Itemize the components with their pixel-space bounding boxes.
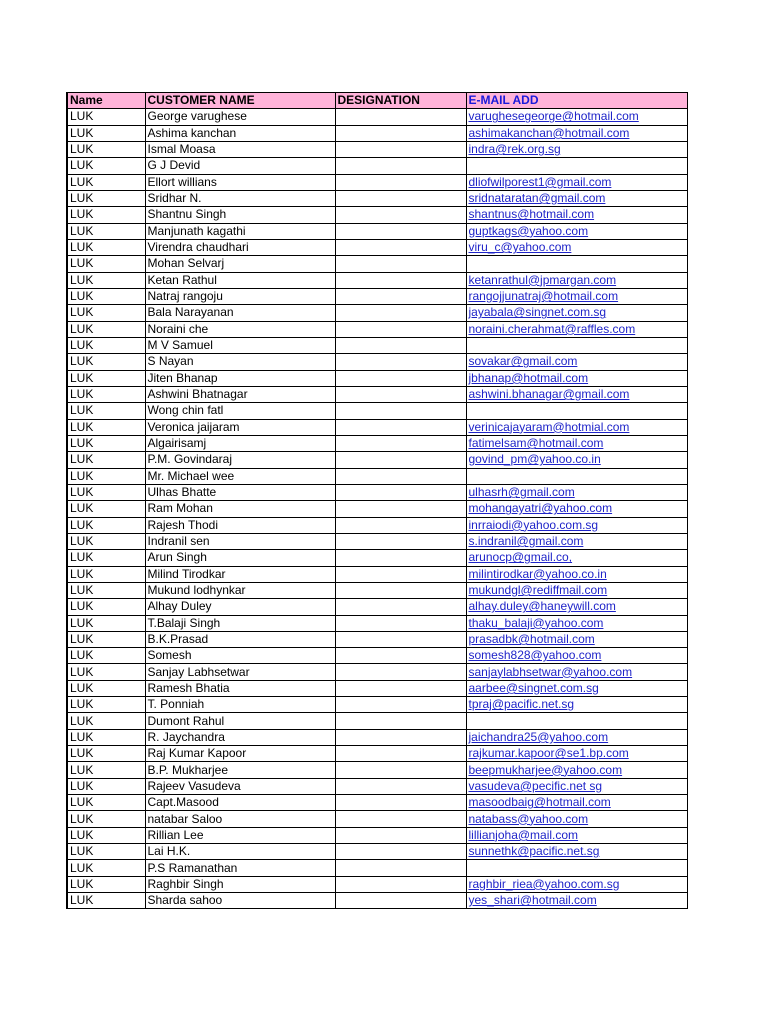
cell-customer-name: Indranil sen	[145, 533, 335, 549]
table-row	[67, 125, 687, 141]
cell-customer-name: Virendra chaudhari	[145, 239, 335, 255]
table-row	[67, 729, 687, 745]
cell-designation	[335, 762, 466, 778]
cell-email[interactable]: ulhasrh@gmail.com	[466, 484, 687, 500]
cell-email[interactable]: yes_shari@hotmail.com	[466, 893, 687, 909]
cell-email[interactable]: varughesegeorge@hotmail.com	[466, 109, 687, 125]
cell-customer-name: Somesh	[145, 648, 335, 664]
cell-name: LUK	[67, 631, 145, 647]
cell-email[interactable]: shantnus@hotmail.com	[466, 207, 687, 223]
cell-email[interactable]: ketanrathul@jpmargan.com	[466, 272, 687, 288]
cell-customer-name: Mr. Michael wee	[145, 468, 335, 484]
cell-name: LUK	[67, 207, 145, 223]
table-row	[67, 615, 687, 631]
cell-designation	[335, 582, 466, 598]
cell-customer-name: Ashwini Bhatnagar	[145, 386, 335, 402]
cell-customer-name: S Nayan	[145, 354, 335, 370]
cell-name: LUK	[67, 860, 145, 876]
cell-name: LUK	[67, 468, 145, 484]
cell-email	[466, 256, 687, 272]
table-row	[67, 827, 687, 843]
cell-designation	[335, 256, 466, 272]
cell-name: LUK	[67, 615, 145, 631]
cell-customer-name: P.M. Govindaraj	[145, 452, 335, 468]
cell-email[interactable]: sanjaylabhsetwar@yahoo.com	[466, 664, 687, 680]
cell-customer-name: T.Balaji Singh	[145, 615, 335, 631]
cell-designation	[335, 207, 466, 223]
cell-customer-name: Ulhas Bhatte	[145, 484, 335, 500]
cell-designation	[335, 158, 466, 174]
cell-email[interactable]: somesh828@yahoo.com	[466, 648, 687, 664]
cell-name: LUK	[67, 893, 145, 909]
cell-customer-name: R. Jaychandra	[145, 729, 335, 745]
cell-designation	[335, 680, 466, 696]
cell-designation	[335, 452, 466, 468]
header-customer-name: CUSTOMER NAME	[145, 93, 335, 109]
cell-email[interactable]: natabass@yahoo.com	[466, 811, 687, 827]
cell-email[interactable]: raghbir_riea@yahoo.com.sg	[466, 876, 687, 892]
cell-name: LUK	[67, 680, 145, 696]
cell-designation	[335, 566, 466, 582]
cell-customer-name: Alhay Duley	[145, 599, 335, 615]
cell-name: LUK	[67, 778, 145, 794]
cell-name: LUK	[67, 158, 145, 174]
cell-email[interactable]: lillianjoha@mail.com	[466, 827, 687, 843]
cell-designation	[335, 746, 466, 762]
table-row	[67, 566, 687, 582]
cell-customer-name: B.K.Prasad	[145, 631, 335, 647]
cell-customer-name: Ismal Moasa	[145, 141, 335, 157]
cell-designation	[335, 419, 466, 435]
header-row	[67, 93, 687, 109]
cell-name: LUK	[67, 599, 145, 615]
cell-designation	[335, 321, 466, 337]
table-row	[67, 321, 687, 337]
cell-designation	[335, 239, 466, 255]
cell-email	[466, 337, 687, 353]
table-row	[67, 141, 687, 157]
customer-table	[66, 92, 688, 909]
cell-designation	[335, 550, 466, 566]
cell-email[interactable]: viru_c@yahoo.com	[466, 239, 687, 255]
cell-customer-name: Manjunath kagathi	[145, 223, 335, 239]
cell-customer-name: Milind Tirodkar	[145, 566, 335, 582]
table-row	[67, 893, 687, 909]
cell-name: LUK	[67, 174, 145, 190]
cell-designation	[335, 272, 466, 288]
cell-name: LUK	[67, 337, 145, 353]
cell-designation	[335, 141, 466, 157]
cell-name: LUK	[67, 272, 145, 288]
header-designation: DESIGNATION	[335, 93, 466, 109]
cell-email[interactable]: rangojjunatraj@hotmail.com	[466, 288, 687, 304]
cell-email[interactable]: sovakar@gmail.com	[466, 354, 687, 370]
cell-designation	[335, 599, 466, 615]
cell-name: LUK	[67, 256, 145, 272]
cell-customer-name: Rillian Lee	[145, 827, 335, 843]
cell-name: LUK	[67, 844, 145, 860]
cell-designation	[335, 615, 466, 631]
table-row	[67, 239, 687, 255]
cell-customer-name: Noraini che	[145, 321, 335, 337]
table-row	[67, 452, 687, 468]
table-row	[67, 158, 687, 174]
cell-name: LUK	[67, 484, 145, 500]
cell-customer-name: Wong chin fatl	[145, 403, 335, 419]
table-row	[67, 550, 687, 566]
table-row	[67, 435, 687, 451]
cell-email[interactable]: prasadbk@hotmail.com	[466, 631, 687, 647]
cell-name: LUK	[67, 746, 145, 762]
cell-email[interactable]: mukundgl@rediffmail.com	[466, 582, 687, 598]
cell-designation	[335, 370, 466, 386]
table-row	[67, 697, 687, 713]
cell-designation	[335, 876, 466, 892]
cell-customer-name: B.P. Mukharjee	[145, 762, 335, 778]
table-row	[67, 501, 687, 517]
cell-designation	[335, 811, 466, 827]
cell-designation	[335, 827, 466, 843]
cell-designation	[335, 860, 466, 876]
cell-email[interactable]: guptkags@yahoo.com	[466, 223, 687, 239]
cell-designation	[335, 517, 466, 533]
cell-email[interactable]: ashimakanchan@hotmail.com	[466, 125, 687, 141]
table-row	[67, 876, 687, 892]
cell-designation	[335, 664, 466, 680]
cell-customer-name: Rajesh Thodi	[145, 517, 335, 533]
table-row	[67, 795, 687, 811]
cell-email[interactable]: dliofwilporest1@gmail.com	[466, 174, 687, 190]
header-name: Name	[67, 93, 145, 109]
table-row	[67, 599, 687, 615]
cell-customer-name: Lai H.K.	[145, 844, 335, 860]
cell-customer-name: Bala Narayanan	[145, 305, 335, 321]
cell-customer-name: George varughese	[145, 109, 335, 125]
cell-customer-name: Ketan Rathul	[145, 272, 335, 288]
cell-name: LUK	[67, 729, 145, 745]
table-row	[67, 533, 687, 549]
cell-email[interactable]: tpraj@pacific.net.sg	[466, 697, 687, 713]
cell-name: LUK	[67, 125, 145, 141]
table-row	[67, 288, 687, 304]
cell-customer-name: Ashima kanchan	[145, 125, 335, 141]
cell-name: LUK	[67, 795, 145, 811]
cell-customer-name: Sridhar N.	[145, 190, 335, 206]
cell-designation	[335, 533, 466, 549]
cell-designation	[335, 223, 466, 239]
cell-email[interactable]: verinicajayaram@hotmial.com	[466, 419, 687, 435]
table-row	[67, 256, 687, 272]
cell-customer-name: Ramesh Bhatia	[145, 680, 335, 696]
cell-designation	[335, 354, 466, 370]
cell-customer-name: Dumont Rahul	[145, 713, 335, 729]
cell-customer-name: Mukund lodhynkar	[145, 582, 335, 598]
cell-name: LUK	[67, 517, 145, 533]
cell-customer-name: Rajeev Vasudeva	[145, 778, 335, 794]
cell-designation	[335, 125, 466, 141]
cell-name: LUK	[67, 288, 145, 304]
cell-name: LUK	[67, 239, 145, 255]
cell-customer-name: P.S Ramanathan	[145, 860, 335, 876]
cell-customer-name: Raghbir Singh	[145, 876, 335, 892]
cell-designation	[335, 484, 466, 500]
cell-name: LUK	[67, 403, 145, 419]
table-row	[67, 109, 687, 125]
table-row	[67, 190, 687, 206]
cell-name: LUK	[67, 305, 145, 321]
cell-customer-name: Capt.Masood	[145, 795, 335, 811]
cell-designation	[335, 844, 466, 860]
cell-customer-name: M V Samuel	[145, 337, 335, 353]
cell-customer-name: Ram Mohan	[145, 501, 335, 517]
cell-email[interactable]: sunnethk@pacific.net.sg	[466, 844, 687, 860]
cell-customer-name: Veronica jaijaram	[145, 419, 335, 435]
table-row	[67, 223, 687, 239]
cell-name: LUK	[67, 827, 145, 843]
table-row	[67, 844, 687, 860]
table-row	[67, 337, 687, 353]
table-row	[67, 370, 687, 386]
cell-designation	[335, 435, 466, 451]
table-row	[67, 860, 687, 876]
table-row	[67, 648, 687, 664]
cell-email	[466, 468, 687, 484]
cell-designation	[335, 778, 466, 794]
cell-email	[466, 713, 687, 729]
table-row	[67, 305, 687, 321]
cell-email[interactable]: inrraiodi@yahoo.com.sg	[466, 517, 687, 533]
table-row	[67, 811, 687, 827]
cell-name: LUK	[67, 582, 145, 598]
cell-email[interactable]: ashwini.bhanagar@gmail.com	[466, 386, 687, 402]
cell-designation	[335, 729, 466, 745]
table-row	[67, 403, 687, 419]
cell-customer-name: T. Ponniah	[145, 697, 335, 713]
cell-email[interactable]: govind_pm@yahoo.co.in	[466, 452, 687, 468]
cell-name: LUK	[67, 713, 145, 729]
cell-email[interactable]: vasudeva@pecific.net sg	[466, 778, 687, 794]
cell-name: LUK	[67, 533, 145, 549]
cell-designation	[335, 190, 466, 206]
cell-email[interactable]: milintirodkar@yahoo.co.in	[466, 566, 687, 582]
cell-email[interactable]: indra@rek.org.sg	[466, 141, 687, 157]
cell-name: LUK	[67, 550, 145, 566]
cell-customer-name: G J Devid	[145, 158, 335, 174]
cell-designation	[335, 109, 466, 125]
table-row	[67, 582, 687, 598]
cell-customer-name: Algairisamj	[145, 435, 335, 451]
cell-email[interactable]: noraini.cherahmat@raffles.com	[466, 321, 687, 337]
cell-name: LUK	[67, 648, 145, 664]
cell-designation	[335, 403, 466, 419]
cell-customer-name: Sanjay Labhsetwar	[145, 664, 335, 680]
cell-name: LUK	[67, 762, 145, 778]
cell-customer-name: Mohan Selvarj	[145, 256, 335, 272]
cell-name: LUK	[67, 370, 145, 386]
header-email: E-MAIL ADD	[466, 93, 687, 109]
table-row	[67, 484, 687, 500]
cell-email[interactable]: arunocp@gmail.co,	[466, 550, 687, 566]
cell-designation	[335, 648, 466, 664]
table-row	[67, 354, 687, 370]
cell-designation	[335, 288, 466, 304]
cell-name: LUK	[67, 697, 145, 713]
cell-designation	[335, 305, 466, 321]
cell-designation	[335, 174, 466, 190]
cell-email[interactable]: mohangayatri@yahoo.com	[466, 501, 687, 517]
cell-designation	[335, 893, 466, 909]
table-row	[67, 713, 687, 729]
cell-name: LUK	[67, 321, 145, 337]
table-row	[67, 174, 687, 190]
cell-email[interactable]: alhay.duley@haneywill.com	[466, 599, 687, 615]
cell-email[interactable]: fatimelsam@hotmail.com	[466, 435, 687, 451]
table-row	[67, 468, 687, 484]
cell-email	[466, 860, 687, 876]
cell-email[interactable]: jayabala@singnet.com.sg	[466, 305, 687, 321]
cell-customer-name: Ellort willians	[145, 174, 335, 190]
cell-email[interactable]: masoodbaig@hotmail.com	[466, 795, 687, 811]
cell-name: LUK	[67, 876, 145, 892]
cell-designation	[335, 713, 466, 729]
cell-customer-name: Natraj rangoju	[145, 288, 335, 304]
cell-customer-name: Sharda sahoo	[145, 893, 335, 909]
cell-email[interactable]: aarbee@singnet.com.sg	[466, 680, 687, 696]
table-row	[67, 680, 687, 696]
cell-email[interactable]: thaku_balaji@yahoo.com	[466, 615, 687, 631]
cell-name: LUK	[67, 109, 145, 125]
cell-customer-name: Arun Singh	[145, 550, 335, 566]
cell-name: LUK	[67, 190, 145, 206]
cell-name: LUK	[67, 419, 145, 435]
table-row	[67, 386, 687, 402]
cell-name: LUK	[67, 811, 145, 827]
cell-name: LUK	[67, 452, 145, 468]
cell-name: LUK	[67, 501, 145, 517]
table-body	[67, 109, 687, 909]
cell-email	[466, 403, 687, 419]
cell-designation	[335, 795, 466, 811]
cell-designation	[335, 386, 466, 402]
table-row	[67, 419, 687, 435]
table-row	[67, 664, 687, 680]
cell-customer-name: Jiten Bhanap	[145, 370, 335, 386]
table-row	[67, 272, 687, 288]
table-header	[67, 93, 687, 109]
cell-designation	[335, 468, 466, 484]
table-row	[67, 778, 687, 794]
cell-email[interactable]: jbhanap@hotmail.com	[466, 370, 687, 386]
table-row	[67, 746, 687, 762]
cell-email	[466, 158, 687, 174]
cell-email[interactable]: s.indranil@gmail.com	[466, 533, 687, 549]
cell-customer-name: Raj Kumar Kapoor	[145, 746, 335, 762]
cell-name: LUK	[67, 141, 145, 157]
cell-designation	[335, 697, 466, 713]
cell-email[interactable]: sridnataratan@gmail.com	[466, 190, 687, 206]
cell-name: LUK	[67, 223, 145, 239]
cell-name: LUK	[67, 386, 145, 402]
cell-designation	[335, 631, 466, 647]
cell-name: LUK	[67, 354, 145, 370]
cell-designation	[335, 337, 466, 353]
table-row	[67, 517, 687, 533]
cell-customer-name: natabar Saloo	[145, 811, 335, 827]
cell-email[interactable]: jaichandra25@yahoo.com	[466, 729, 687, 745]
cell-designation	[335, 501, 466, 517]
cell-name: LUK	[67, 566, 145, 582]
cell-email[interactable]: beepmukharjee@yahoo.com	[466, 762, 687, 778]
cell-email[interactable]: rajkumar.kapoor@se1.bp.com	[466, 746, 687, 762]
cell-name: LUK	[67, 435, 145, 451]
table-row	[67, 207, 687, 223]
cell-name: LUK	[67, 664, 145, 680]
table-row	[67, 631, 687, 647]
table-row	[67, 762, 687, 778]
cell-customer-name: Shantnu Singh	[145, 207, 335, 223]
